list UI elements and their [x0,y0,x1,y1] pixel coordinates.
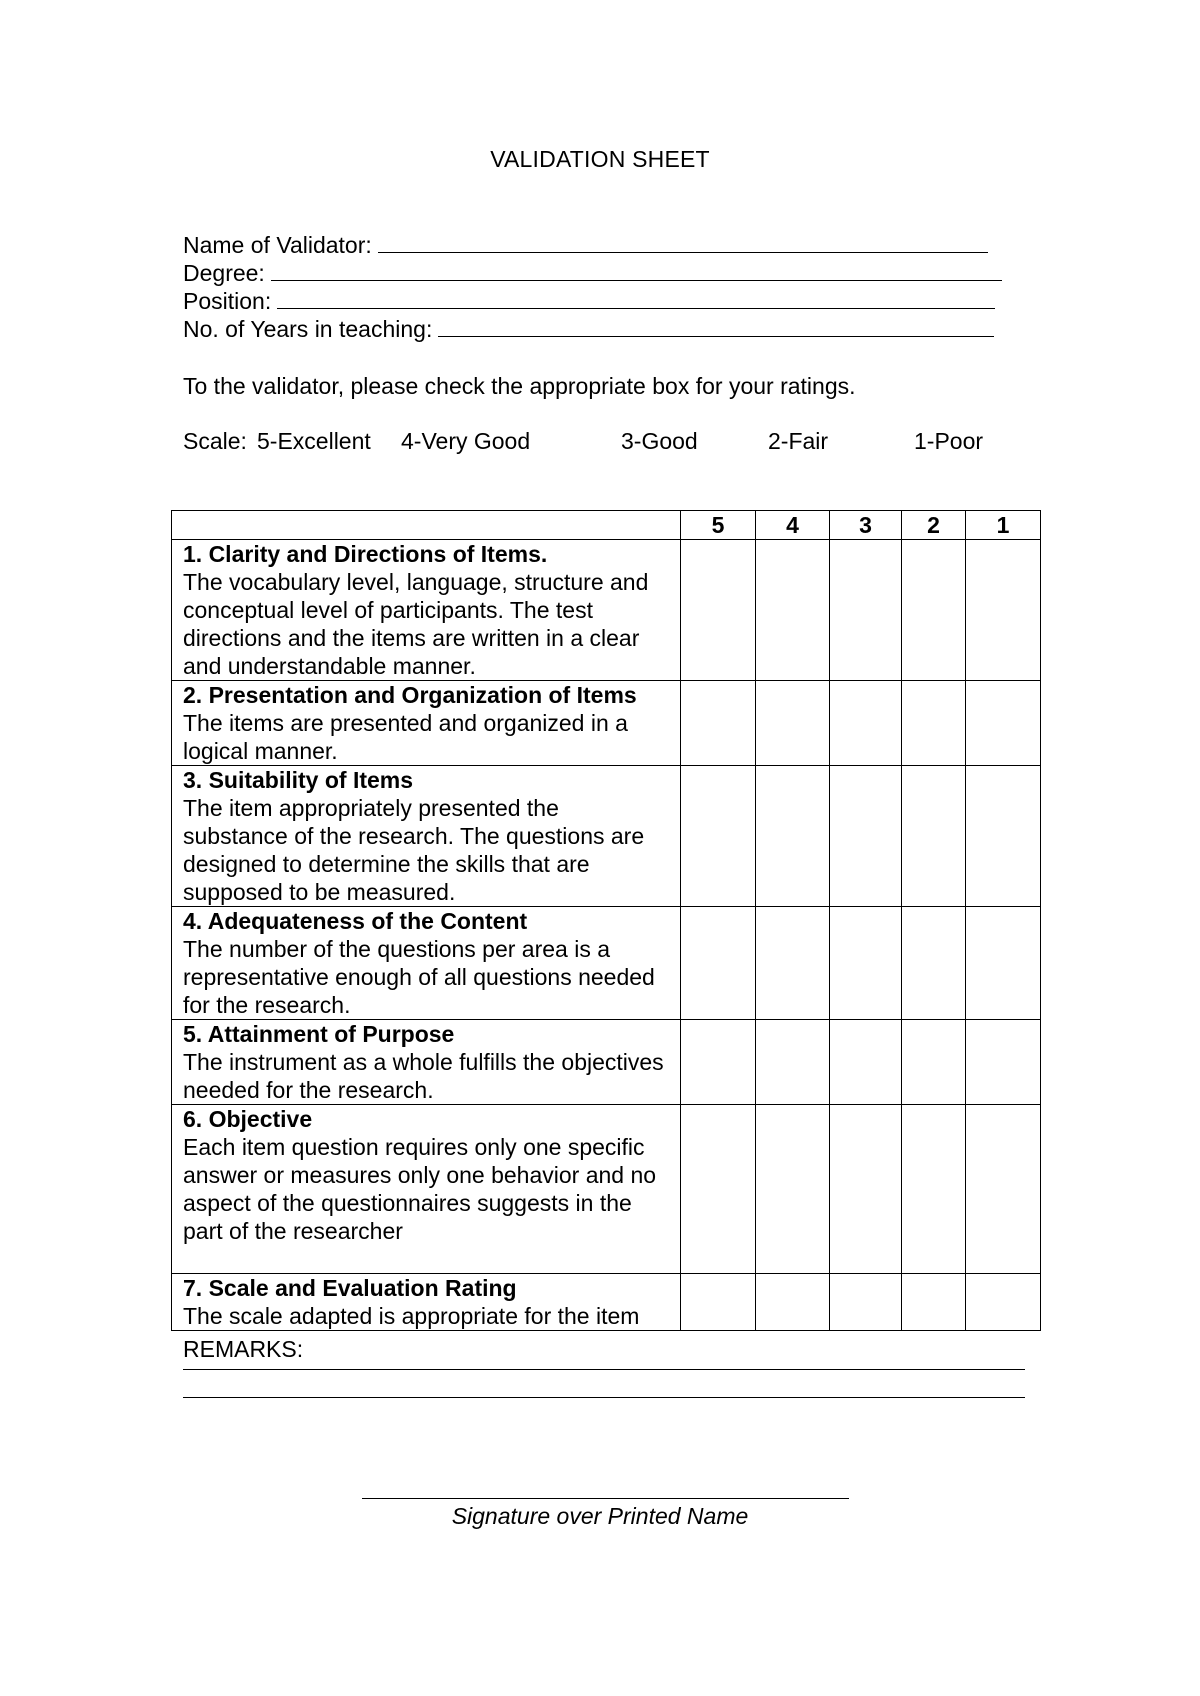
rating-checkbox-2[interactable] [902,1274,966,1331]
criterion-cell [172,1105,681,1274]
rating-checkbox-4[interactable] [756,540,830,681]
rating-checkbox-1[interactable] [966,540,1041,681]
rating-header-4: 4 [756,511,830,540]
rating-header-5: 5 [681,511,756,540]
criterion-cell [172,681,681,766]
table-row [172,1020,1041,1105]
scale-item-2: 2-Fair [768,428,829,454]
criterion-title: 1. Clarity and Directions of Items. [183,541,548,567]
rating-checkbox-5[interactable] [681,1274,756,1331]
rating-checkbox-5[interactable] [681,766,756,907]
table-row [172,1274,1041,1331]
rating-checkbox-1[interactable] [966,1105,1041,1274]
remarks-label: REMARKS: [183,1336,304,1362]
remarks-line-2[interactable] [183,1397,1025,1398]
degree-blank[interactable] [271,260,1002,281]
criterion-title: 7. Scale and Evaluation Rating [183,1275,517,1301]
criterion-description: Each item question requires only one specific answer or measures only one behavior and no aspect of the questionnaires suggests in the part of the researcher [183,1134,657,1244]
degree-field[interactable] [183,260,1002,287]
rating-checkbox-1[interactable] [966,766,1041,907]
instruction-text: To the validator, please check the appropriate box for your ratings. [183,373,856,399]
rating-checkbox-4[interactable] [756,1020,830,1105]
table-header-row [172,511,1041,540]
rating-checkbox-3[interactable] [830,766,902,907]
criterion-description: The scale adapted is appropriate for the item [183,1303,640,1329]
signature-label: Signature over Printed Name [451,1503,749,1529]
years-teaching-label: No. of Years in teaching: [183,316,433,342]
rating-checkbox-4[interactable] [756,681,830,766]
rating-checkbox-2[interactable] [902,681,966,766]
rating-checkbox-3[interactable] [830,1020,902,1105]
rating-checkbox-1[interactable] [966,681,1041,766]
validator-name-label: Name of Validator: [183,232,372,258]
criterion-description: The instrument as a whole fulfills the objectives needed for the research. [183,1049,664,1103]
rating-header-1: 1 [966,511,1041,540]
page-title: VALIDATION SHEET [490,146,710,172]
criterion-description: The items are presented and organized in a logical manner. [183,710,628,764]
table-row [172,681,1041,766]
rating-checkbox-1[interactable] [966,1020,1041,1105]
criterion-cell [172,1020,681,1105]
table-row [172,1105,1041,1274]
remarks-line-1[interactable] [183,1369,1025,1370]
scale-item-1: 1-Poor [914,428,984,454]
rating-checkbox-2[interactable] [902,1105,966,1274]
rating-checkbox-3[interactable] [830,540,902,681]
rating-checkbox-2[interactable] [902,907,966,1020]
rating-checkbox-4[interactable] [756,1105,830,1274]
degree-label: Degree: [183,260,265,286]
years-teaching-blank[interactable] [438,316,994,337]
rating-checkbox-3[interactable] [830,681,902,766]
scale-item-4: 4-Very Good [401,428,531,454]
rating-checkbox-5[interactable] [681,1020,756,1105]
rating-checkbox-5[interactable] [681,540,756,681]
rating-checkbox-3[interactable] [830,1274,902,1331]
rating-checkbox-3[interactable] [830,907,902,1020]
criterion-description: The number of the questions per area is a representative enough of all questions needed for the research. [183,936,655,1018]
rating-checkbox-5[interactable] [681,681,756,766]
table-row [172,540,1041,681]
criterion-title: 5. Attainment of Purpose [183,1021,455,1047]
criterion-cell [172,540,681,681]
rating-checkbox-2[interactable] [902,766,966,907]
position-field[interactable] [183,288,995,315]
rating-checkbox-4[interactable] [756,907,830,1020]
criterion-cell [172,1274,681,1331]
rating-header-2: 2 [902,511,966,540]
rating-header-3: 3 [830,511,902,540]
years-teaching-field[interactable] [183,316,994,343]
criterion-title: 6. Objective [183,1106,313,1132]
validator-name-blank[interactable] [378,232,988,253]
rating-checkbox-4[interactable] [756,766,830,907]
criterion-title: 2. Presentation and Organization of Items [183,682,637,708]
rating-checkbox-2[interactable] [902,540,966,681]
criterion-header-cell [172,511,681,540]
criterion-title: 3. Suitability of Items [183,767,414,793]
rating-checkbox-4[interactable] [756,1274,830,1331]
table-row [172,907,1041,1020]
rating-checkbox-2[interactable] [902,1020,966,1105]
criterion-title: 4. Adequateness of the Content [183,908,528,934]
position-label: Position: [183,288,272,314]
signature-line[interactable] [362,1498,849,1499]
scale-item-5: 5-Excellent [257,428,371,454]
rating-checkbox-1[interactable] [966,907,1041,1020]
criterion-description: The vocabulary level, language, structure and conceptual level of participants. The test directions and the items are written in a clear and understandable manner. [183,569,649,679]
table-row [172,766,1041,907]
rating-table [171,510,1041,1331]
criterion-description: The item appropriately presented the substance of the research. The questions are designed to determine the skills that are supposed to be measured. [183,795,645,905]
criterion-cell [172,766,681,907]
rating-checkbox-5[interactable] [681,907,756,1020]
rating-checkbox-1[interactable] [966,1274,1041,1331]
scale-item-3: 3-Good [621,428,698,454]
criterion-cell [172,907,681,1020]
rating-checkbox-5[interactable] [681,1105,756,1274]
position-blank[interactable] [277,288,995,309]
rating-checkbox-3[interactable] [830,1105,902,1274]
validator-name-field[interactable] [183,232,988,259]
scale-prefix: Scale: [183,428,247,454]
